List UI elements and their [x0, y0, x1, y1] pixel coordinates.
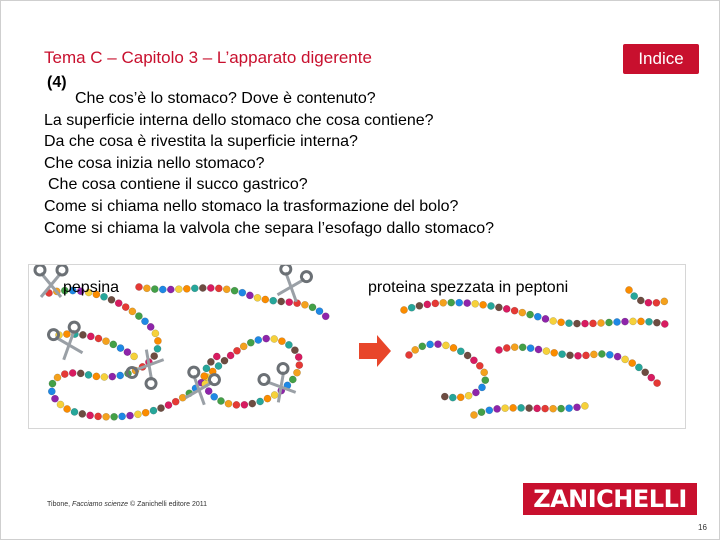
amino-acid-bead	[614, 353, 621, 360]
scissors-part	[68, 321, 81, 334]
amino-acid-bead	[511, 307, 518, 314]
amino-acid-bead	[613, 318, 620, 325]
amino-acid-bead	[233, 347, 240, 354]
amino-acid-bead	[239, 289, 246, 296]
zanichelli-logo: ZANICHELLI	[523, 483, 697, 515]
amino-acid-bead	[456, 299, 463, 306]
amino-acid-bead	[535, 346, 542, 353]
amino-acid-bead	[449, 394, 456, 401]
amino-acid-bead	[286, 299, 293, 306]
question-item: Come si chiama nello stomaco la trasformazione del bolo?	[44, 197, 459, 215]
amino-acid-bead	[494, 405, 501, 412]
amino-acid-bead	[645, 299, 652, 306]
amino-acid-bead	[79, 410, 86, 417]
amino-acid-bead	[480, 301, 487, 308]
amino-acid-bead	[441, 393, 448, 400]
amino-acid-bead	[448, 299, 455, 306]
chain-guide	[49, 291, 299, 417]
scissors-part	[279, 265, 292, 276]
amino-acid-bead	[95, 413, 102, 420]
amino-acid-bead	[213, 353, 220, 360]
amino-acid-bead	[621, 318, 628, 325]
amino-acid-bead	[472, 300, 479, 307]
amino-acid-bead	[550, 405, 557, 412]
amino-acid-bead	[270, 297, 277, 304]
amino-acid-bead	[470, 411, 477, 418]
amino-acid-bead	[135, 313, 142, 320]
amino-acid-bead	[574, 352, 581, 359]
amino-acid-bead	[207, 284, 214, 291]
amino-acid-bead	[582, 352, 589, 359]
amino-acid-bead	[503, 305, 510, 312]
amino-acid-bead	[227, 352, 234, 359]
amino-acid-bead	[309, 304, 316, 311]
amino-acid-bead	[165, 402, 172, 409]
amino-acid-bead	[223, 286, 230, 293]
amino-acid-bead	[440, 299, 447, 306]
amino-acid-bead	[117, 345, 124, 352]
amino-acid-bead	[57, 401, 64, 408]
scissors-part	[144, 377, 158, 391]
amino-acid-bead	[635, 364, 642, 371]
amino-acid-bead	[289, 376, 296, 383]
amino-acid-bead	[271, 391, 278, 398]
peptoni-label: proteina spezzata in peptoni	[368, 279, 569, 296]
amino-acid-bead	[654, 380, 661, 387]
amino-acid-bead	[519, 309, 526, 316]
amino-acid-bead	[581, 320, 588, 327]
amino-acid-bead	[179, 394, 186, 401]
amino-acid-bead	[255, 336, 262, 343]
amino-acid-bead	[122, 304, 129, 311]
amino-acid-bead	[551, 349, 558, 356]
amino-acid-bead	[637, 297, 644, 304]
amino-acid-bead	[263, 335, 270, 342]
amino-acid-bead	[159, 286, 166, 293]
scissors-part	[134, 350, 163, 381]
amino-acid-bead	[241, 401, 248, 408]
amino-acid-bead	[48, 388, 55, 395]
amino-acid-bead	[71, 408, 78, 415]
amino-acid-bead	[542, 315, 549, 322]
amino-acid-bead	[597, 319, 604, 326]
amino-acid-bead	[79, 331, 86, 338]
amino-acid-bead	[211, 393, 218, 400]
amino-acid-bead	[108, 296, 115, 303]
amino-acid-bead	[150, 407, 157, 414]
credit-rest: © Zanichelli editore 2011	[128, 501, 208, 508]
amino-acid-bead	[49, 380, 56, 387]
amino-acid-bead	[559, 351, 566, 358]
amino-acid-bead	[606, 351, 613, 358]
amino-acid-bead	[64, 405, 71, 412]
amino-acid-bead	[254, 294, 261, 301]
amino-acid-bead	[134, 411, 141, 418]
amino-acid-bead	[111, 413, 118, 420]
amino-acid-bead	[486, 407, 493, 414]
page-number: 16	[698, 523, 707, 532]
amino-acid-bead	[154, 345, 161, 352]
pepsina-label: pepsina	[63, 279, 120, 296]
amino-acid-bead	[225, 400, 232, 407]
amino-acid-bead	[629, 360, 636, 367]
amino-acid-bead	[87, 333, 94, 340]
amino-acid-bead	[278, 298, 285, 305]
amino-acid-bead	[629, 318, 636, 325]
amino-acid-bead	[205, 388, 212, 395]
amino-acid-bead	[622, 356, 629, 363]
amino-acid-bead	[487, 302, 494, 309]
amino-acid-bead	[476, 362, 483, 369]
amino-acid-bead	[109, 373, 116, 380]
amino-acid-bead	[645, 318, 652, 325]
amino-acid-bead	[95, 335, 102, 342]
amino-acid-bead	[478, 409, 485, 416]
amino-acid-bead	[605, 319, 612, 326]
amino-acid-bead	[201, 373, 208, 380]
amino-acid-bead	[519, 344, 526, 351]
amino-acid-bead	[424, 301, 431, 308]
amino-acid-bead	[262, 296, 269, 303]
scissors-part	[257, 373, 271, 387]
amino-acid-bead	[249, 400, 256, 407]
amino-acid-bead	[482, 377, 489, 384]
amino-acid-bead	[465, 392, 472, 399]
amino-acid-bead	[432, 300, 439, 307]
amino-acid-bead	[295, 354, 302, 361]
amino-acid-bead	[191, 285, 198, 292]
amino-acid-bead	[637, 318, 644, 325]
scissors-part	[187, 366, 200, 379]
question-item: Da che cosa è rivestita la superficie interna?	[44, 133, 358, 151]
amino-acid-bead	[642, 369, 649, 376]
amino-acid-bead	[573, 404, 580, 411]
figure-drawing	[29, 265, 685, 428]
scissors-part	[57, 265, 67, 275]
question-item: Che cosa contiene il succo gastrico?	[48, 176, 308, 194]
amino-acid-bead	[63, 331, 70, 338]
amino-acid-bead	[217, 397, 224, 404]
amino-acid-bead	[518, 404, 525, 411]
amino-acid-bead	[246, 292, 253, 299]
amino-acid-bead	[457, 394, 464, 401]
amino-acid-bead	[442, 342, 449, 349]
amino-acid-bead	[648, 374, 655, 381]
amino-acid-bead	[257, 398, 264, 405]
amino-acid-bead	[457, 348, 464, 355]
index-button[interactable]: Indice	[623, 44, 699, 74]
amino-acid-bead	[157, 405, 164, 412]
scissors-icon	[47, 321, 88, 362]
amino-acid-bead	[141, 318, 148, 325]
amino-acid-bead	[285, 341, 292, 348]
footer-credit	[47, 501, 207, 508]
scissors-part	[300, 270, 313, 283]
amino-acid-bead	[142, 409, 149, 416]
amino-acid-bead	[566, 405, 573, 412]
amino-acid-bead	[124, 349, 131, 356]
amino-acid-bead	[550, 317, 557, 324]
question-item: Che cosa inizia nello stomaco?	[44, 154, 265, 172]
amino-acid-bead	[322, 313, 329, 320]
amino-acid-bead	[434, 341, 441, 348]
amino-acid-bead	[126, 412, 133, 419]
amino-acid-bead	[472, 389, 479, 396]
amino-acid-bead	[115, 300, 122, 307]
question-item: Che cos’è lo stomaco? Dove è contenuto?	[75, 90, 376, 107]
amino-acid-bead	[558, 405, 565, 412]
amino-acid-bead	[661, 298, 668, 305]
amino-acid-bead	[215, 285, 222, 292]
amino-acid-bead	[534, 405, 541, 412]
credit-title: Facciamo scienze	[72, 501, 129, 508]
amino-acid-bead	[625, 286, 632, 293]
amino-acid-bead	[85, 371, 92, 378]
amino-acid-bead	[147, 323, 154, 330]
amino-acid-bead	[151, 286, 158, 293]
amino-acid-bead	[233, 401, 240, 408]
amino-acid-bead	[271, 335, 278, 342]
amino-acid-bead	[573, 320, 580, 327]
amino-acid-bead	[154, 337, 161, 344]
amino-acid-bead	[110, 341, 117, 348]
scissors-part	[47, 328, 60, 341]
amino-acid-bead	[296, 362, 303, 369]
amino-acid-bead	[291, 347, 298, 354]
amino-acid-bead	[542, 405, 549, 412]
amino-acid-bead	[510, 404, 517, 411]
question-list	[44, 88, 644, 239]
amino-acid-bead	[590, 351, 597, 358]
amino-acid-bead	[503, 344, 510, 351]
protein-digestion-figure	[28, 264, 686, 429]
amino-acid-bead	[215, 362, 222, 369]
amino-acid-bead	[419, 343, 426, 350]
amino-acid-bead	[87, 412, 94, 419]
credit-author: Tibone,	[47, 501, 73, 508]
arrow-right-icon	[359, 335, 391, 367]
amino-acid-bead	[129, 308, 136, 315]
amino-acid-bead	[464, 352, 471, 359]
scissors-part	[35, 265, 45, 275]
amino-acid-bead	[119, 413, 126, 420]
amino-acid-bead	[543, 348, 550, 355]
question-item: La superficie interna dello stomaco che cosa contiene?	[44, 111, 434, 129]
amino-acid-bead	[240, 343, 247, 350]
amino-acid-bead	[470, 357, 477, 364]
amino-acid-bead	[101, 373, 108, 380]
amino-acid-bead	[61, 371, 68, 378]
amino-acid-bead	[450, 344, 457, 351]
amino-acid-bead	[278, 338, 285, 345]
amino-acid-bead	[172, 398, 179, 405]
scissors-part	[276, 362, 290, 376]
amino-acid-bead	[135, 283, 142, 290]
amino-acid-bead	[131, 353, 138, 360]
amino-acid-bead	[527, 311, 534, 318]
amino-acid-bead	[117, 372, 124, 379]
scissors-icon	[272, 265, 313, 304]
amino-acid-bead	[653, 299, 660, 306]
amino-acid-bead	[427, 341, 434, 348]
amino-acid-bead	[183, 285, 190, 292]
amino-acid-bead	[221, 357, 228, 364]
amino-acid-bead	[316, 308, 323, 315]
amino-acid-bead	[653, 319, 660, 326]
amino-acid-bead	[69, 369, 76, 376]
amino-acid-bead	[581, 402, 588, 409]
amino-acid-bead	[51, 395, 58, 402]
amino-acid-bead	[293, 369, 300, 376]
amino-acid-bead	[598, 350, 605, 357]
amino-acid-bead	[495, 346, 502, 353]
amino-acid-bead	[77, 370, 84, 377]
amino-acid-bead	[661, 320, 668, 327]
amino-acid-bead	[400, 306, 407, 313]
amino-acid-bead	[301, 301, 308, 308]
amino-acid-bead	[408, 304, 415, 311]
amino-acid-bead	[167, 286, 174, 293]
amino-acid-bead	[103, 413, 110, 420]
page-title: Tema C – Capitolo 3 – L’apparato digerente	[44, 48, 372, 67]
amino-acid-bead	[151, 353, 158, 360]
amino-acid-bead	[558, 319, 565, 326]
amino-acid-bead	[631, 293, 638, 300]
amino-acid-bead	[203, 365, 210, 372]
amino-acid-bead	[495, 304, 502, 311]
amino-acid-bead	[143, 285, 150, 292]
amino-acid-bead	[589, 320, 596, 327]
amino-acid-bead	[416, 302, 423, 309]
amino-acid-bead	[464, 300, 471, 307]
amino-acid-bead	[247, 339, 254, 346]
amino-acid-bead	[405, 351, 412, 358]
amino-acid-bead	[264, 395, 271, 402]
amino-acid-bead	[412, 346, 419, 353]
amino-acid-bead	[199, 284, 206, 291]
scissors-part	[208, 373, 221, 386]
amino-acid-bead	[54, 374, 61, 381]
amino-acid-bead	[93, 373, 100, 380]
amino-acid-bead	[511, 344, 518, 351]
amino-acid-bead	[566, 352, 573, 359]
question-item: Come si chiama la valvola che separa l’esofago dallo stomaco?	[44, 219, 495, 237]
amino-acid-bead	[478, 384, 485, 391]
amino-acid-bead	[527, 345, 534, 352]
amino-acid-bead	[565, 320, 572, 327]
amino-acid-bead	[102, 338, 109, 345]
scissors-icon	[125, 347, 169, 391]
amino-acid-bead	[481, 369, 488, 376]
amino-acid-bead	[231, 287, 238, 294]
amino-acid-bead	[534, 313, 541, 320]
amino-acid-bead	[152, 330, 159, 337]
amino-acid-bead	[175, 286, 182, 293]
amino-acid-bead	[502, 405, 509, 412]
amino-acid-bead	[207, 358, 214, 365]
question-number: (4)	[47, 74, 67, 91]
amino-acid-bead	[526, 405, 533, 412]
